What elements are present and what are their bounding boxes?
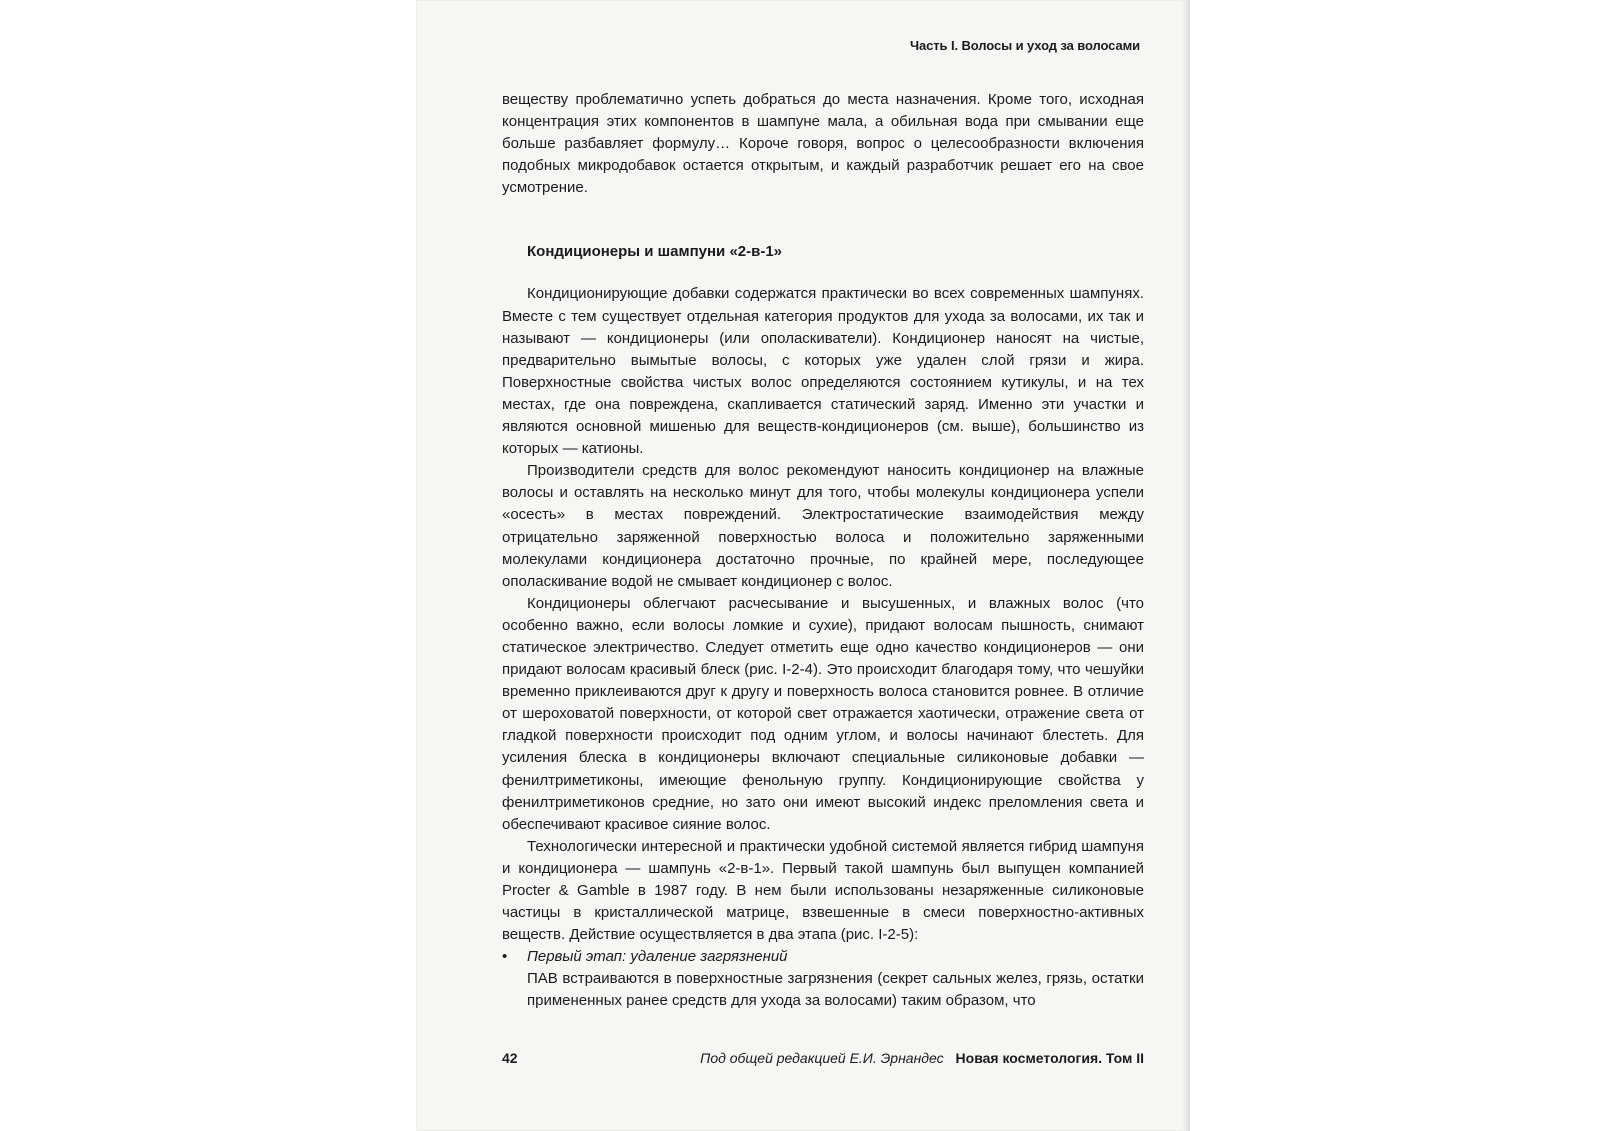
bullet-item bbox=[502, 946, 1144, 968]
footer-book-title: Новая косметология. Том II bbox=[955, 1050, 1144, 1066]
footer-credits bbox=[700, 1050, 1144, 1066]
page-number: 42 bbox=[502, 1050, 518, 1066]
bullet-marker: • bbox=[502, 948, 508, 966]
section-heading: Кондиционеры и шампуни «2-в-1» bbox=[527, 243, 783, 261]
intro-paragraph: веществу проблематично успеть добраться до места назначения. Кроме того, исходная концентрация этих компонентов в шампуне мала, а обильная вода при смывании еще больше разбавляет формулу… Короче говоря, вопрос о целесообразности включения подобных микродобавок остается открытым, и каждый разработчик решает его на свое усмотрение. bbox=[502, 91, 1144, 197]
book-page bbox=[416, 0, 1190, 1131]
paragraph-conditioner-benefits: Кондиционеры облегчают расчесывание и высушенных, и влажных волос (что особенно важно, если волосы ломкие и сухие), придают волосам пышность, снимают статическое электричество. Следует отметить еще одно качество кондиционеров — они придают волосам красивый блеск (рис. I-2-4). Это происходит благодаря тому, что чешуйки временно приклеиваются друг к другу и поверхность волоса становится ровнее. В отличие от шероховатой поверхности, от которой свет отражается хаотически, отражение света от гладкой поверхности происходит под одним углом, и волосы начинают блестеть. Для усиления блеска в кондиционеры включают специальные силиконовые добавки — фенилтриметиконы, имеющие фенольную группу. Кондиционирующие свойства у фенилтриметиконов средние, но зато они имеют высокий индекс преломления света и обеспечивают красивое сияние волос. bbox=[502, 594, 1144, 833]
page-footer bbox=[502, 1050, 1144, 1070]
paragraph-conditioning-additives: Кондиционирующие добавки содержатся практически во всех современных шампунях. Вместе с тем существует отдельная категория продуктов для ухода за волосами, их так и называют — кондиционеры (или ополаскиватели). Кондиционер наносят на чистые, предварительно вымытые волосы, с которых уже удален слой грязи и жира. Поверхностные свойства чистых волос определяются состоянием кутикулы, и на тех местах, где она повреждена, скапливается статический заряд. Именно эти участки и являются основной мишенью для веществ-кондиционеров (см. выше), большинство из которых — катионы. bbox=[502, 285, 1144, 458]
bullet-title: Первый этап: удаление загрязнений bbox=[527, 948, 788, 966]
paragraph-manufacturers: Производители средств для волос рекомендуют наносить кондиционер на влажные волосы и оставлять на несколько минут для того, чтобы молекулы кондиционера успели «осесть» в местах повреждений. Электростатические взаимодействия между отрицательно заряженной поверхностью волоса и положительно заряженными молекулами кондиционера достаточно прочные, по крайней мере, последующее ополаскивание водой не смывает кондиционер с волос. bbox=[502, 462, 1144, 590]
running-head: Часть I. Волосы и уход за волосами bbox=[910, 38, 1140, 53]
text-block bbox=[502, 89, 1144, 1013]
paragraph-two-in-one: Технологически интересной и практически удобной системой является гибрид шампуня и кондиционера — шампунь «2-в-1». Первый такой шампунь был выпущен компанией Procter & Gamble в 1987 году. В нем были использованы незаряженные силиконовые частицы в кристаллической матрице, взвешенные в смеси поверхностно-активных веществ. Действие осуществляется в два этапа (рис. I-2-5): bbox=[502, 837, 1144, 944]
footer-editor: Под общей редакцией Е.И. Эрнандес bbox=[700, 1050, 944, 1066]
bullet-text: ПАВ встраиваются в поверхностные загрязнения (секрет сальных желез, грязь, остатки примененных ранее средств для ухода за волосами) таким образом, что bbox=[527, 970, 1144, 1010]
